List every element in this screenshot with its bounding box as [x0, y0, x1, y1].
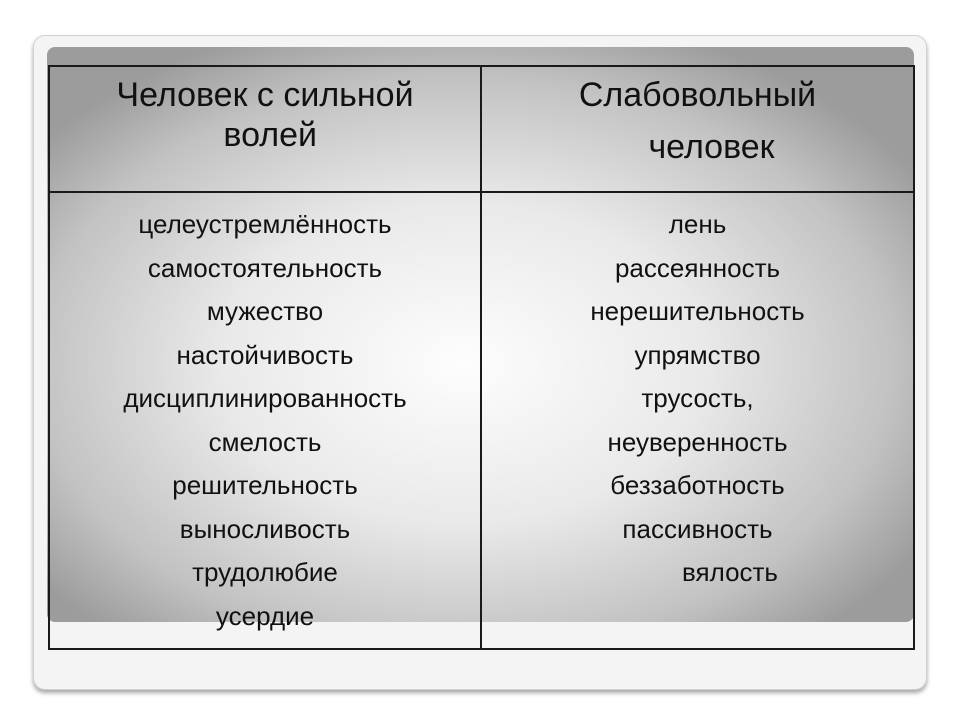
header-strong-will — [49, 66, 481, 192]
list-item: неуверенность — [607, 426, 788, 457]
weak-will-traits — [481, 192, 914, 649]
list-item: трудолюбие — [192, 557, 338, 587]
list-item: усердие — [215, 600, 315, 631]
list-item: вялость — [682, 557, 778, 587]
comparison-table — [48, 65, 915, 650]
list-item: рассеянность — [614, 252, 781, 283]
list-item: мужество — [206, 296, 324, 326]
list-item: нерешительность — [590, 296, 805, 326]
list-item: пассивность — [622, 513, 773, 544]
list-item: самостоятельность — [147, 252, 383, 283]
list-item: лень — [668, 209, 727, 239]
list-item: дисциплинированность — [123, 383, 407, 413]
list-item: решительность — [172, 470, 358, 500]
header-strong-will-line1: Человек с сильной — [116, 76, 414, 114]
header-strong-will-line2: волей — [223, 116, 318, 154]
list-item: настойчивость — [176, 339, 354, 370]
list-item: упрямство — [634, 339, 761, 370]
list-item: целеустремлённость — [138, 209, 392, 239]
table-body-row — [49, 192, 914, 649]
strong-will-traits — [49, 192, 481, 649]
list-item: смелость — [208, 426, 322, 457]
comparison-table-container — [48, 65, 913, 650]
header-weak-will-line2: человек — [648, 128, 775, 166]
list-item: трусость, — [641, 383, 754, 413]
header-weak-will — [481, 66, 914, 192]
list-item: беззаботность — [610, 470, 785, 500]
list-item: выносливость — [179, 513, 351, 544]
header-weak-will-line1: Слабовольный — [578, 76, 817, 114]
table-header-row — [49, 66, 914, 192]
